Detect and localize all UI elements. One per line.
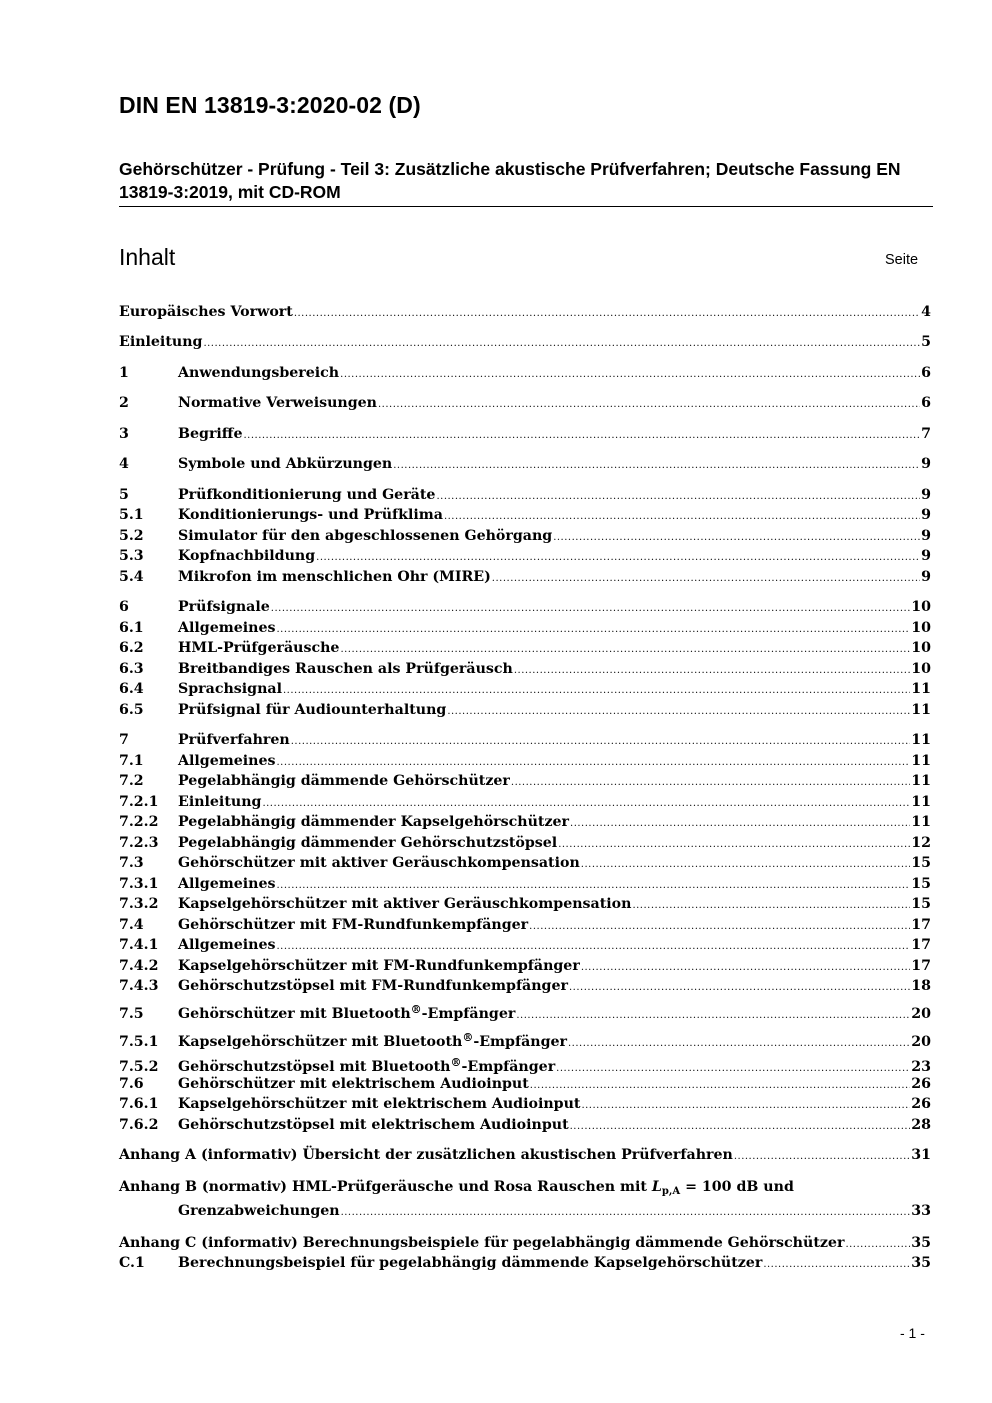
toc-entry-number: 7.4 xyxy=(119,917,144,933)
toc-entry-page: 11 xyxy=(911,794,931,810)
toc-entry[interactable] xyxy=(119,935,931,955)
toc-entry-title: Kapselgehörschützer mit aktiver Geräuschkompensation xyxy=(178,896,632,912)
toc-entry-number: 7.5.1 xyxy=(119,1034,159,1050)
toc-entry[interactable] xyxy=(119,853,931,873)
toc-entry[interactable] xyxy=(119,393,931,413)
toc-entry-number: 7.3.2 xyxy=(119,896,159,912)
toc-entry-number: 7.3 xyxy=(119,855,144,871)
toc-entry-page: 9 xyxy=(921,569,931,585)
toc-leader xyxy=(203,334,920,354)
toc-entry-title: Gehörschützer mit FM-Rundfunkempfänger xyxy=(178,917,529,933)
toc-leader xyxy=(277,753,911,773)
toc-entry-page: 15 xyxy=(911,855,931,871)
toc-entry-page: 18 xyxy=(911,978,931,994)
toc-entry-title: Kopfnachbildung xyxy=(178,548,316,564)
toc-leader xyxy=(340,640,910,660)
toc-entry-number: 7.2 xyxy=(119,773,144,789)
toc-entry-number: 5.4 xyxy=(119,569,144,585)
toc-entry-number: 7.5.2 xyxy=(119,1059,159,1075)
toc-entry-title: Allgemeines xyxy=(178,620,276,636)
toc-entry[interactable] xyxy=(119,874,931,894)
toc-leader xyxy=(283,681,910,701)
toc-entry-number: 6.2 xyxy=(119,640,144,656)
toc-leader xyxy=(511,773,910,793)
toc-leader xyxy=(378,395,920,415)
toc-entry-number: 6.3 xyxy=(119,661,144,677)
toc-entry-title: Gehörschützer mit elektrischem Audioinput xyxy=(178,1076,529,1092)
toc-leader xyxy=(581,958,910,978)
toc-entry-number: 6.5 xyxy=(119,702,144,718)
toc-entry-number: 7.6 xyxy=(119,1076,144,1092)
toc-entry-number: 5.1 xyxy=(119,507,144,523)
toc-entry-title: Prüfsignale xyxy=(178,599,270,615)
toc-entry-page: 9 xyxy=(921,507,931,523)
toc-entry-title: Simulator für den abgeschlossenen Gehörgang xyxy=(178,528,553,544)
toc-leader xyxy=(581,1096,910,1116)
toc-leader xyxy=(734,1147,910,1167)
toc-entry-title: Allgemeines xyxy=(178,937,276,953)
title-divider xyxy=(119,206,933,207)
toc-entry-number: C.1 xyxy=(119,1255,145,1271)
toc-leader xyxy=(568,1034,910,1054)
toc-heading: Inhalt xyxy=(119,244,176,270)
toc-entry-title: Normative Verweisungen xyxy=(178,395,377,411)
toc-entry-title: Anwendungsbereich xyxy=(178,365,340,381)
toc-entry-number: 4 xyxy=(119,456,129,472)
toc-entry-page: 35 xyxy=(911,1235,931,1251)
toc-entry-number: 7.2.1 xyxy=(119,794,159,810)
toc-entry[interactable] xyxy=(119,1074,931,1094)
toc-entry-title: Breitbandiges Rauschen als Prüfgeräusch xyxy=(178,661,513,677)
toc-entry-number: 6.1 xyxy=(119,620,144,636)
toc-entry-page: 11 xyxy=(911,814,931,830)
document-title: DIN EN 13819-3:2020-02 (D) xyxy=(119,92,421,118)
toc-entry-page: 10 xyxy=(911,661,931,677)
toc-leader xyxy=(340,365,920,385)
toc-entry[interactable] xyxy=(178,1201,931,1221)
toc-leader xyxy=(291,732,911,752)
toc-leader xyxy=(316,548,920,568)
registered-mark: ® xyxy=(462,1031,474,1044)
toc-entry-page: 10 xyxy=(911,620,931,636)
toc-entry[interactable] xyxy=(119,730,931,750)
registered-mark: ® xyxy=(450,1056,462,1069)
toc-leader xyxy=(243,426,920,446)
toc-entry-title: Gehörschutzstöpsel mit Bluetooth®-Empfänger xyxy=(178,1056,556,1075)
toc-entry[interactable] xyxy=(119,597,931,617)
toc-entry-title: Gehörschützer mit Bluetooth®-Empfänger xyxy=(178,1003,516,1022)
toc-entry-title: Europäisches Vorwort xyxy=(119,304,293,320)
toc-entry[interactable] xyxy=(119,1000,931,1020)
toc-entry-title: Mikrofon im menschlichen Ohr (MIRE) xyxy=(178,569,491,585)
toc-entry[interactable] xyxy=(119,302,931,322)
toc-leader xyxy=(514,661,910,681)
toc-page-label: Seite xyxy=(885,252,919,268)
toc-entry-number: 7 xyxy=(119,732,129,748)
toc-entry-title: Pegelabhängig dämmender Kapselgehörschützer xyxy=(178,814,570,830)
toc-entry-title: Prüfverfahren xyxy=(178,732,290,748)
registered-mark: ® xyxy=(410,1003,422,1016)
toc-entry-number: 7.6.1 xyxy=(119,1096,159,1112)
toc-entry-number: 7.4.2 xyxy=(119,958,159,974)
toc-entry-title: Begriffe xyxy=(178,426,243,442)
toc-entry-number: 7.2.3 xyxy=(119,835,159,851)
toc-entry-annex-b-line1[interactable]: Anhang B (normativ) HML-Prüfgeräusche und Rosa Rauschen mit $L_{p,A} = 100$ dB und xyxy=(119,1179,794,1197)
toc-leader xyxy=(444,507,920,527)
toc-entry-number: 2 xyxy=(119,395,129,411)
toc-entry-number: 7.3.1 xyxy=(119,876,159,892)
toc-entry-page: 35 xyxy=(911,1255,931,1271)
toc-entry-page: 17 xyxy=(911,937,931,953)
toc-entry-page: 33 xyxy=(911,1203,931,1219)
toc-entry-title: Einleitung xyxy=(178,794,262,810)
toc-entry[interactable] xyxy=(119,659,931,679)
toc-leader xyxy=(558,835,910,855)
toc-entry-title: Gehörschutzstöpsel mit elektrischem Audioinput xyxy=(178,1117,569,1133)
toc-leader xyxy=(530,1076,910,1096)
toc-entry-number: 7.1 xyxy=(119,753,144,769)
toc-entry-title: Kapselgehörschützer mit FM-Rundfunkempfänger xyxy=(178,958,580,974)
toc-leader xyxy=(447,702,910,722)
toc-leader xyxy=(570,1117,911,1137)
toc-entry[interactable] xyxy=(119,1053,931,1073)
toc-entry-page: 28 xyxy=(911,1117,931,1133)
toc-entry-number: 7.4.1 xyxy=(119,937,159,953)
toc-entry-page: 5 xyxy=(921,334,931,350)
toc-entry-title: Anhang A (informativ) Übersicht der zusätzlichen akustischen Prüfverfahren xyxy=(119,1147,733,1163)
toc-entry[interactable] xyxy=(119,1233,931,1253)
toc-entry-page: 23 xyxy=(911,1059,931,1075)
toc-entry-number: 7.2.2 xyxy=(119,814,159,830)
toc-entry-page: 17 xyxy=(911,958,931,974)
toc-entry-page: 9 xyxy=(921,487,931,503)
toc-entry[interactable] xyxy=(119,1028,931,1048)
toc-entry-number: 5 xyxy=(119,487,129,503)
toc-leader xyxy=(277,620,911,640)
toc-entry[interactable] xyxy=(119,567,931,587)
toc-entry[interactable] xyxy=(119,679,931,699)
toc-entry[interactable] xyxy=(119,915,931,935)
toc-entry[interactable] xyxy=(119,454,931,474)
toc-entry-page: 15 xyxy=(911,896,931,912)
toc-leader xyxy=(581,855,910,875)
toc-entry-number: 1 xyxy=(119,365,129,381)
toc-entry-title: Berechnungsbeispiel für pegelabhängig dämmende Kapselgehörschützer xyxy=(178,1255,763,1271)
toc-entry-page: 10 xyxy=(911,599,931,615)
toc-entry-page: 11 xyxy=(911,681,931,697)
toc-entry-number: 3 xyxy=(119,426,129,442)
toc-leader xyxy=(271,599,910,619)
toc-entry[interactable] xyxy=(119,976,931,996)
toc-entry[interactable] xyxy=(119,833,931,853)
toc-entry[interactable] xyxy=(119,363,931,383)
toc-entry-page: 9 xyxy=(921,528,931,544)
toc-entry-title: Anhang C (informativ) Berechnungsbeispiele für pegelabhängig dämmende Gehörschützer xyxy=(119,1235,845,1251)
toc-leader xyxy=(294,304,920,324)
toc-entry-page: 11 xyxy=(911,753,931,769)
toc-entry-title: Prüfkonditionierung und Geräte xyxy=(178,487,436,503)
toc-entry[interactable] xyxy=(119,638,931,658)
toc-entry[interactable] xyxy=(119,1094,931,1114)
toc-leader xyxy=(845,1235,910,1255)
toc-entry-number: 7.5 xyxy=(119,1006,144,1022)
toc-entry-number: 5.2 xyxy=(119,528,144,544)
toc-entry[interactable] xyxy=(119,700,931,720)
toc-entry[interactable] xyxy=(119,1253,931,1273)
toc-entry-title: Kapselgehörschützer mit elektrischem Audioinput xyxy=(178,1096,581,1112)
toc-leader xyxy=(277,937,911,957)
toc-leader xyxy=(553,528,920,548)
toc-leader xyxy=(436,487,920,507)
toc-entry-page: 15 xyxy=(911,876,931,892)
toc-entry[interactable] xyxy=(119,1115,931,1135)
toc-entry[interactable] xyxy=(119,812,931,832)
toc-entry-page: 10 xyxy=(911,640,931,656)
toc-entry-page: 26 xyxy=(911,1076,931,1092)
toc-entry-page: 11 xyxy=(911,773,931,789)
toc-entry-title: Allgemeines xyxy=(178,876,276,892)
toc-leader xyxy=(516,1006,910,1026)
toc-entry-number: 5.3 xyxy=(119,548,144,564)
toc-entry-number: 6.4 xyxy=(119,681,144,697)
level-symbol-subscript: p,A xyxy=(661,1186,681,1197)
toc-entry-page: 20 xyxy=(911,1034,931,1050)
toc-entry[interactable] xyxy=(119,1145,931,1165)
toc-entry-page: 11 xyxy=(911,702,931,718)
toc-entry-page: 6 xyxy=(921,365,931,381)
toc-entry-title: Konditionierungs- und Prüfklima xyxy=(178,507,443,523)
document-subtitle: Gehörschützer - Prüfung - Teil 3: Zusätzliche akustische Prüfverfahren; Deutsche Fassung EN 13819-3:2019, mit CD-ROM xyxy=(119,159,901,202)
toc-entry-page: 12 xyxy=(911,835,931,851)
toc-entry-title: HML-Prüfgeräusche xyxy=(178,640,340,656)
toc-entry-number: 7.4.3 xyxy=(119,978,159,994)
toc-entry[interactable] xyxy=(119,332,931,352)
toc-leader xyxy=(569,978,910,998)
toc-entry-page: 17 xyxy=(911,917,931,933)
toc-leader xyxy=(393,456,920,476)
toc-entry-title: Kapselgehörschützer mit Bluetooth®-Empfänger xyxy=(178,1031,567,1050)
toc-entry[interactable] xyxy=(119,956,931,976)
toc-leader xyxy=(632,896,910,916)
toc-entry-page: 9 xyxy=(921,456,931,472)
toc-leader xyxy=(341,1203,911,1223)
toc-leader xyxy=(492,569,920,589)
toc-entry-page: 26 xyxy=(911,1096,931,1112)
toc-entry[interactable] xyxy=(119,894,931,914)
level-symbol: L xyxy=(651,1179,662,1195)
toc-entry-title: Prüfsignal für Audiounterhaltung xyxy=(178,702,447,718)
toc-entry[interactable] xyxy=(119,771,931,791)
toc-entry-title: Symbole und Abkürzungen xyxy=(178,456,393,472)
toc-leader xyxy=(277,876,911,896)
toc-entry[interactable] xyxy=(119,526,931,546)
toc-entry[interactable] xyxy=(119,505,931,525)
toc-entry-title: Gehörschützer mit aktiver Geräuschkompensation xyxy=(178,855,580,871)
toc-leader xyxy=(570,814,910,834)
toc-entry-title: Allgemeines xyxy=(178,753,276,769)
toc-entry-page: 20 xyxy=(911,1006,931,1022)
toc-entry-page: 6 xyxy=(921,395,931,411)
toc-entry[interactable] xyxy=(119,792,931,812)
toc-entry-title: Pegelabhängig dämmender Gehörschutzstöpsel xyxy=(178,835,558,851)
toc-entry[interactable] xyxy=(119,424,931,444)
toc-entry[interactable] xyxy=(119,751,931,771)
footer-page-number: - 1 - xyxy=(900,1325,925,1341)
toc-entry-page: 9 xyxy=(921,548,931,564)
toc-entry-page: 7 xyxy=(921,426,931,442)
toc-entry-title: Grenzabweichungen xyxy=(178,1203,340,1219)
toc-leader xyxy=(529,917,910,937)
toc-leader xyxy=(262,794,910,814)
toc-entry-page: 31 xyxy=(911,1147,931,1163)
toc-leader xyxy=(763,1255,910,1275)
toc-entry-page: 11 xyxy=(911,732,931,748)
toc-entry-page: 4 xyxy=(921,304,931,320)
toc-entry-number: 7.6.2 xyxy=(119,1117,159,1133)
toc-entry-title: Sprachsignal xyxy=(178,681,282,697)
toc-entry[interactable] xyxy=(119,485,931,505)
toc-entry[interactable] xyxy=(119,546,931,566)
toc-entry-title: Pegelabhängig dämmende Gehörschützer xyxy=(178,773,510,789)
toc-entry[interactable] xyxy=(119,618,931,638)
toc-entry-title: Gehörschutzstöpsel mit FM-Rundfunkempfänger xyxy=(178,978,568,994)
toc-entry-number: 6 xyxy=(119,599,129,615)
toc-entry-title: Einleitung xyxy=(119,334,203,350)
